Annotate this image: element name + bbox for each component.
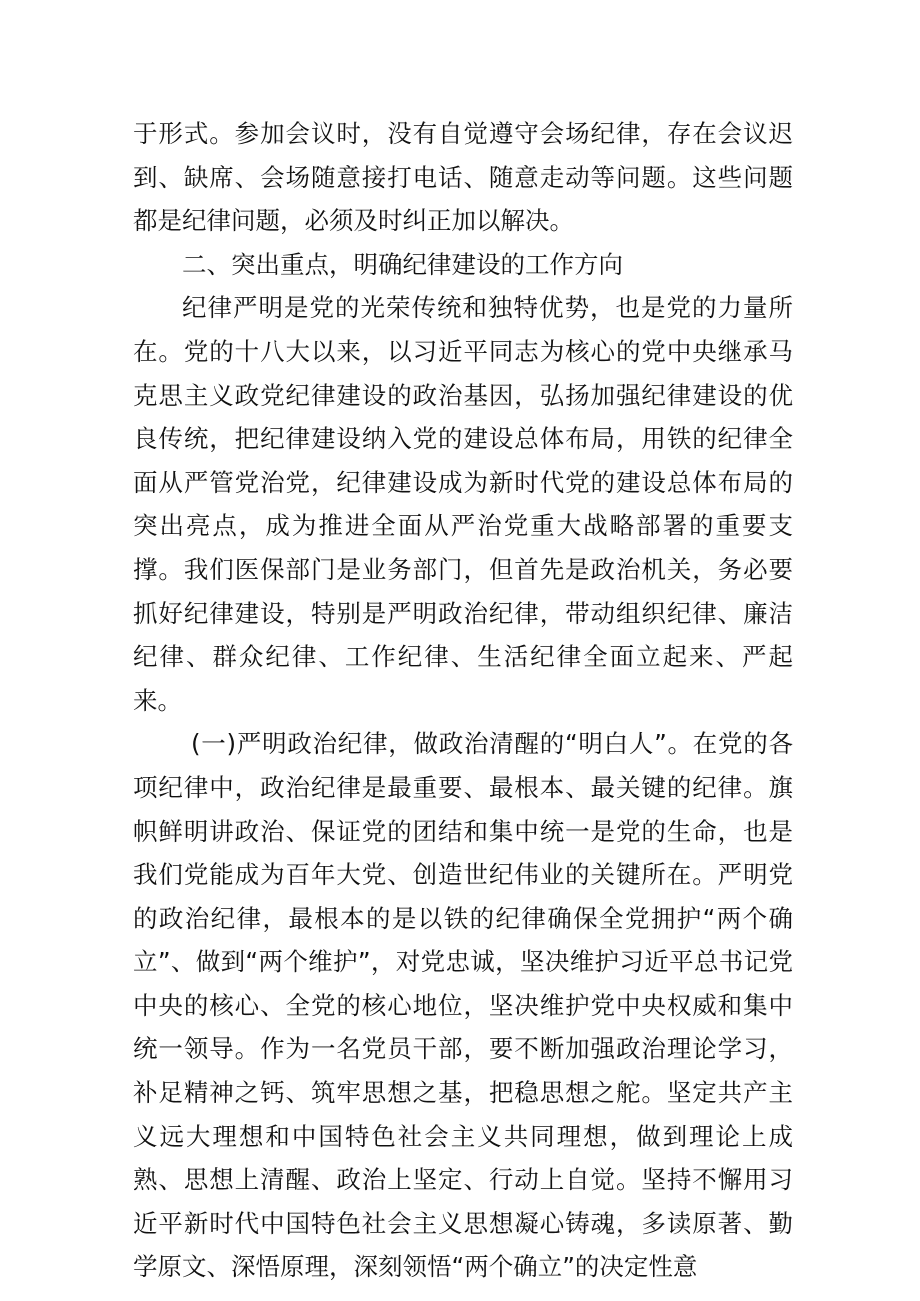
paragraph-political-discipline: (一)严明政治纪律，做政治清醒的“明白人”。在党的各项纪律中，政治纪律是最重要、最根本、最关键的纪律。旗帜鲜明讲政治、保证党的团结和集中统一是党的生命，也是我们党能成为百年大党、创造世纪伟业的关键所在。严明党的政治纪律，最根本的是以铁的纪律确保全党拥护“两个确立”、做到“两个维护”，对党忠诚，坚决维护习近平总书记党中央的核心、全党的核心地位，坚决维护党中央权威和集中统一领导。作为一名党员干部，要不断加强政治理论学习，补足精神之钙、筑牢思想之基，把稳思想之舵。坚定共产主义远大理想和中国特色社会主义共同理想，做到理论上成熟、思想上清醒、政治上坚定、行动上自觉。坚持不懈用习近平新时代中国特色社会主义思想凝心铸魂，多读原著、勤学原文、深悟原理，深刻领悟“两个确立”的决定性意	[133, 729, 793, 1282]
section-heading: 二、突出重点，明确纪律建设的工作方向	[182, 249, 623, 279]
document-body	[133, 112, 793, 1289]
paragraph-continuation: 于形式。参加会议时，没有自觉遵守会场纪律，存在会议迟到、缺席、会场随意接打电话、随意走动等问题。这些问题都是纪律问题，必须及时纠正加以解决。	[133, 119, 793, 236]
paragraph-discipline-tradition: 纪律严明是党的光荣传统和独特优势，也是党的力量所在。党的十八大以来，以习近平同志为核心的党中央继承马克思主义政党纪律建设的政治基因，弘扬加强纪律建设的优良传统，把纪律建设纳入党的建设总体布局，用铁的纪律全面从严管党治党，纪律建设成为新时代党的建设总体布局的突出亮点，成为推进全面从严治党重大战略部署的重要支撑。我们医保部门是业务部门，但首先是政治机关，务必要抓好纪律建设，特别是严明政治纪律，带动组织纪律、廉洁纪律、群众纪律、工作纪律、生活纪律全面立起来、严起来。	[133, 293, 793, 715]
